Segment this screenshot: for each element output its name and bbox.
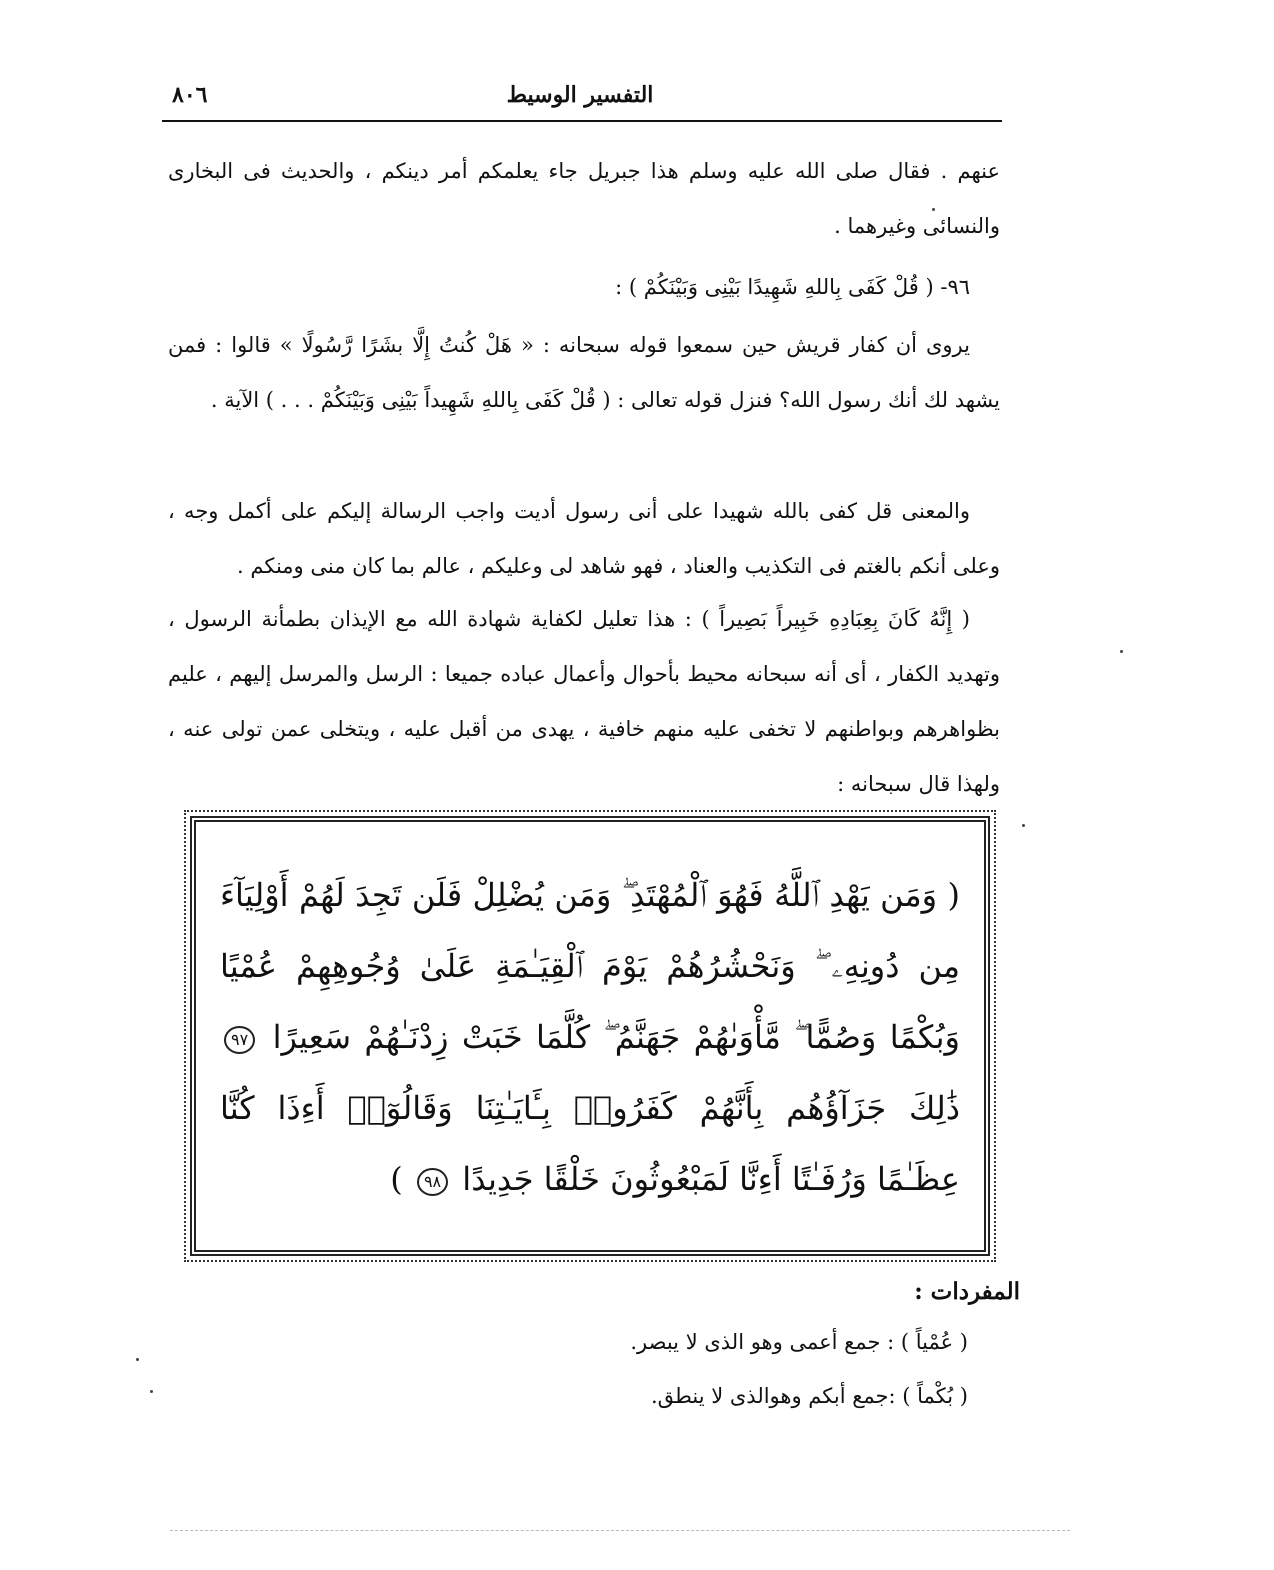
paragraph-meaning: والمعنى قل كفى بالله شهيدا على أنى رسول أديت واجب الرسالة إليكم على أكمل وجه ، وعلى أنكم بالغتم فى التكذيب والعناد ، فهو شاهد لى وعليكم ، عالم بما كان منى ومنكم . — [168, 499, 1000, 578]
speck — [932, 208, 935, 211]
ayah-number-98: ٩٨ — [417, 1168, 448, 1196]
header-divider — [162, 120, 1002, 122]
vocabulary-item: ( عُمْياً ) : جمع أعمى وهو الذى لا يبصر. — [630, 1330, 968, 1354]
paragraph-explanation: ( إِنَّهُ كَانَ بِعِبَادِهِ خَبِيراً بَصِيراً ) : هذا تعليل لكفاية شهادة الله مع الإيذان بطمأنة الرسول ، وتهديد الكفار ، أى أنه سبحانه محيط بأحوال وأعمال عباده جميعا : الرسل والمرسل إليهم ، عليم بظواهرهم وبواطنهم لا تخفى عليه منهم خافية ، يهدى من أقبل عليه ، ويتخلى عمن تولى عنه ، ولهذا قال سبحانه : — [168, 607, 1000, 796]
paragraph-hadith-end: عنهم . فقال صلى الله عليه وسلم هذا جبريل جاء يعلمكم أمر دينكم ، والحديث فى البخارى والنسائى وغيرهما . — [168, 159, 1000, 238]
paragraph-occasion: يروى أن كفار قريش حين سمعوا قوله سبحانه : « هَلْ كُنتُ إِلَّا بشَرًا رَّسُولًا » قالوا : فمن يشهد لك أنك رسول الله؟ فنزل قوله تعالى : ( قُلْ كَفَى بِاللهِ شَهِيداً بَيْنِى وَبَيْنَكُمْ . . . ) الآية . — [168, 333, 1000, 412]
running-title: التفسير الوسيط — [506, 82, 654, 108]
vocabulary-item: ( بُكْماً ) :جمع أبكم وهوالذى لا ينطق. — [650, 1384, 968, 1408]
page-header — [162, 78, 998, 114]
speck — [1120, 650, 1123, 653]
quran-verse-text — [220, 860, 960, 1215]
ayah-number-97: ٩٧ — [224, 1026, 255, 1054]
closing-bracket: ) — [390, 1160, 403, 1198]
page-number: ٨٠٦ — [172, 82, 208, 108]
speck — [136, 1358, 139, 1361]
quran-verse-frame — [190, 816, 990, 1256]
verse-98-text: ذَٰلِكَ جَزَآؤُهُم بِأَنَّهُمْ كَفَرُوا۟ بِـَٔايَـٰتِنَا وَقَالُوٓا۟ أَءِذَا كُنَّا عِظَـٰمًا وَرُفَـٰتًا أَءِنَّا لَمَبْعُوثُونَ خَلْقًا جَدِيدًا — [220, 1089, 960, 1198]
bottom-scan-line — [170, 1530, 1070, 1532]
speck — [1022, 824, 1025, 827]
verse-heading-96: ٩٦- ( قُلْ كَفَى بِاللهِ شَهِيدًا بَيْنِى وَبَيْنَكُمْ ) : — [615, 275, 970, 299]
speck — [150, 1390, 153, 1393]
verse-97-text: ( وَمَن يَهْدِ ٱللَّهُ فَهُوَ ٱلْمُهْتَدِ ۖ وَمَن يُضْلِلْ فَلَن تَجِدَ لَهُمْ أَوْلِيَآءَ مِن دُونِهِۦ ۖ وَنَحْشُرُهُمْ يَوْمَ ٱلْقِيَـٰمَةِ عَلَىٰ وُجُوهِهِمْ عُمْيًا وَبُكْمًا وَصُمًّا ۖ مَّأْوَىٰهُمْ جَهَنَّمُ ۖ كُلَّمَا خَبَتْ زِدْنَـٰهُمْ سَعِيرًا — [220, 876, 961, 1056]
vocabulary-heading: المفردات : — [914, 1278, 1020, 1305]
